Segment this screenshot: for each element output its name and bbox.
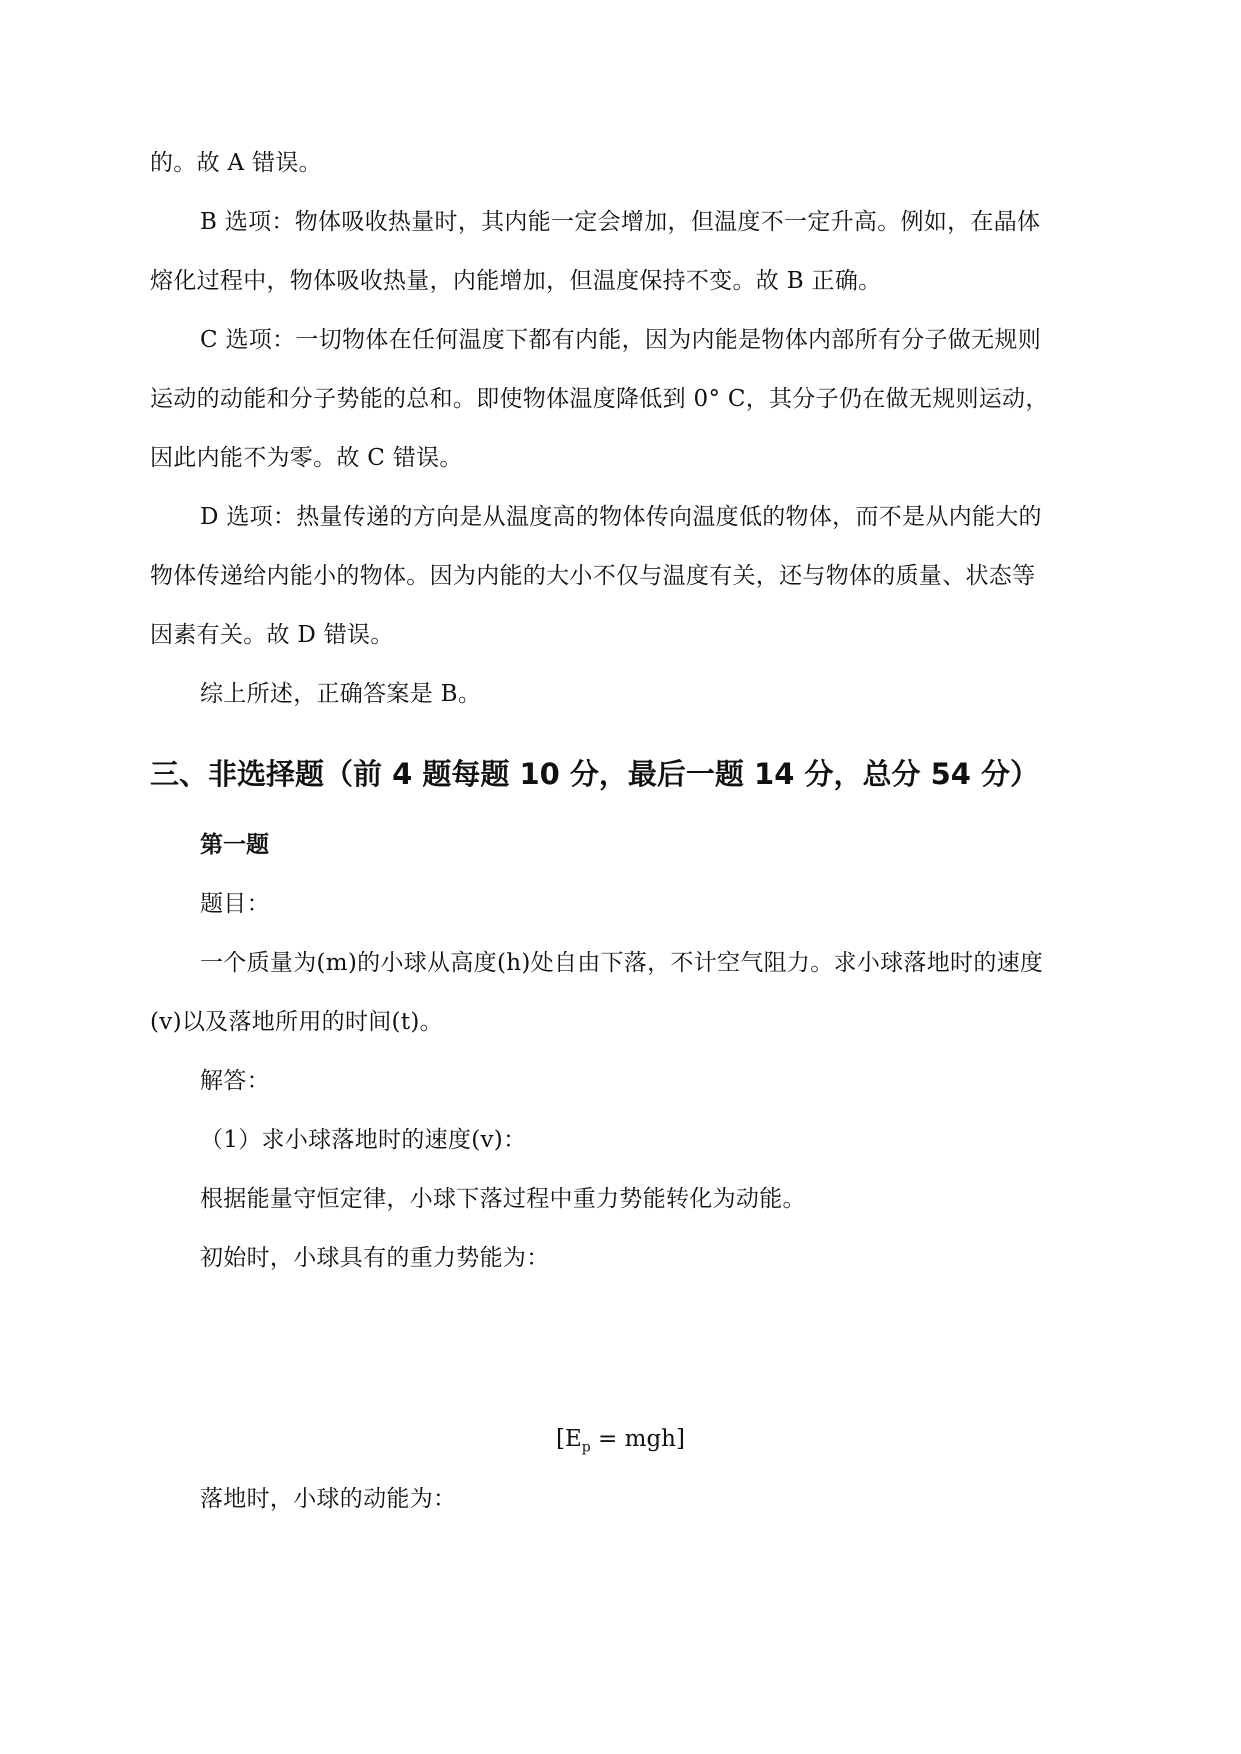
paragraph-line: 因素有关。故 D 错误。 — [150, 622, 394, 648]
paragraph-line: 因此内能不为零。故 C 错误。 — [150, 445, 463, 471]
paragraph-line: 物体传递给内能小的物体。因为内能的大小不仅与温度有关，还与物体的质量、状态等 — [150, 563, 1036, 589]
option-d-line: D 选项：热量传递的方向是从温度高的物体传向温度低的物体，而不是从内能大的 — [200, 504, 1042, 530]
formula-open: [E — [556, 1426, 582, 1452]
formula-subscript: p — [581, 1439, 591, 1456]
formula-rest: = mgh] — [590, 1426, 685, 1452]
question-text-line: 一个质量为(m)的小球从高度(h)处自由下落，不计空气阻力。求小球落地时的速度 — [200, 950, 1044, 976]
paragraph-line: 运动的动能和分子势能的总和。即使物体温度降低到 0° C，其分子仍在做无规则运动， — [150, 386, 1049, 412]
potential-energy-formula — [0, 1424, 1241, 1463]
answer-text-line: 初始时，小球具有的重力势能为： — [200, 1245, 550, 1271]
section-heading: 三、非选择题（前 4 题每题 10 分，最后一题 14 分，总分 54 分） — [150, 757, 1040, 791]
answer-text-line: 根据能量守恒定律，小球下落过程中重力势能转化为动能。 — [200, 1186, 806, 1212]
paragraph-line: 熔化过程中，物体吸收热量，内能增加，但温度保持不变。故 B 正确。 — [150, 268, 882, 294]
conclusion-line: 综上所述，正确答案是 B。 — [200, 681, 482, 707]
question-text-line: (v)以及落地所用的时间(t)。 — [150, 1009, 443, 1035]
question-heading: 第一题 — [200, 832, 269, 858]
option-c-line: C 选项：一切物体在任何温度下都有内能，因为内能是物体内部所有分子做无规则 — [200, 327, 1042, 353]
answer-step-1: （1）求小球落地时的速度(v)： — [200, 1127, 527, 1153]
answer-text-line: 落地时，小球的动能为： — [200, 1486, 457, 1512]
paragraph-line: 的。故 A 错误。 — [150, 150, 322, 176]
option-b-line: B 选项：物体吸收热量时，其内能一定会增加，但温度不一定升高。例如，在晶体 — [200, 209, 1041, 235]
answer-label: 解答： — [200, 1068, 270, 1094]
question-title-label: 题目： — [200, 891, 270, 917]
